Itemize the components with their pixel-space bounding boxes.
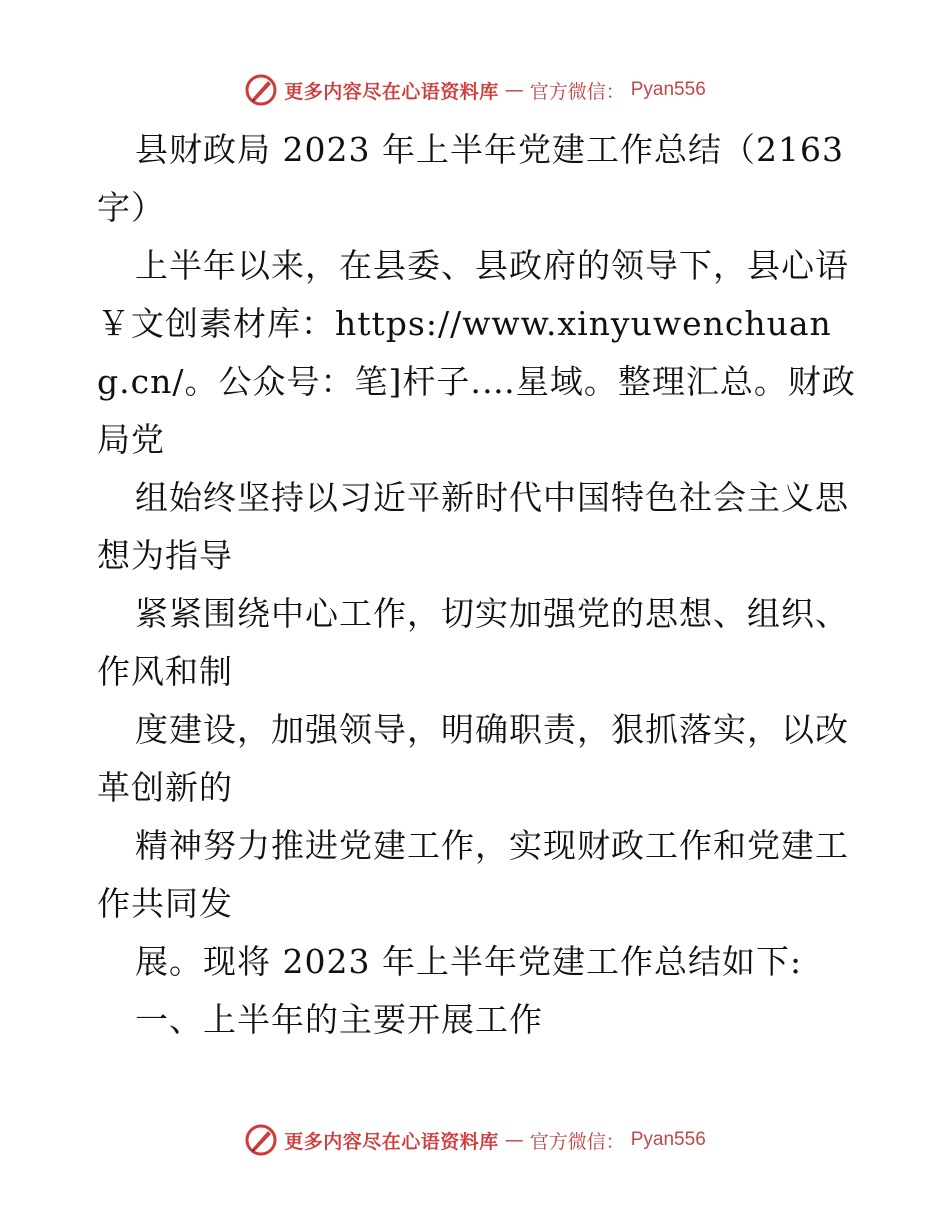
- watermark-brand: 更多内容尽在心语资料库: [284, 80, 499, 103]
- watermark-wechat-id: Pyan556: [630, 79, 706, 100]
- paragraph: 组始终坚持以习近平新时代中国特色社会主义思想为指导: [97, 478, 849, 575]
- quill-seal-icon: [244, 73, 278, 107]
- watermark-wechat-id: Pyan556: [630, 1129, 706, 1150]
- paragraph: 紧紧围绕中心工作，切实加强党的思想、组织、作风和制: [97, 594, 849, 691]
- document-body: [97, 121, 857, 1049]
- paragraph: 精神努力推进党建工作，实现财政工作和党建工作共同发: [97, 826, 849, 923]
- watermark-wechat-label: 官方微信：: [529, 1130, 625, 1153]
- quill-seal-icon: [244, 1123, 278, 1157]
- paragraph: 度建设，加强领导，明确职责，狠抓落实，以改革创新的: [97, 710, 849, 807]
- watermark-dash: —: [504, 79, 524, 101]
- footer-watermark: [0, 1120, 950, 1160]
- document-title: 县财政局 2023 年上半年党建工作总结（2163 字）: [97, 130, 844, 227]
- watermark-wechat-label: 官方微信：: [529, 80, 625, 103]
- watermark-dash: —: [504, 1129, 524, 1151]
- watermark-brand: 更多内容尽在心语资料库: [284, 1130, 499, 1153]
- paragraph: 上半年以来，在县委、县政府的领导下，县心语￥文创素材库：https://www.xinyuwenchuang.cn/。公众号：笔]杆子.…星域。整理汇总。财政局党: [97, 246, 856, 459]
- section-heading: 一、上半年的主要开展工作: [135, 1000, 543, 1039]
- header-watermark: [0, 70, 950, 110]
- paragraph: 展。现将 2023 年上半年党建工作总结如下:: [135, 942, 803, 981]
